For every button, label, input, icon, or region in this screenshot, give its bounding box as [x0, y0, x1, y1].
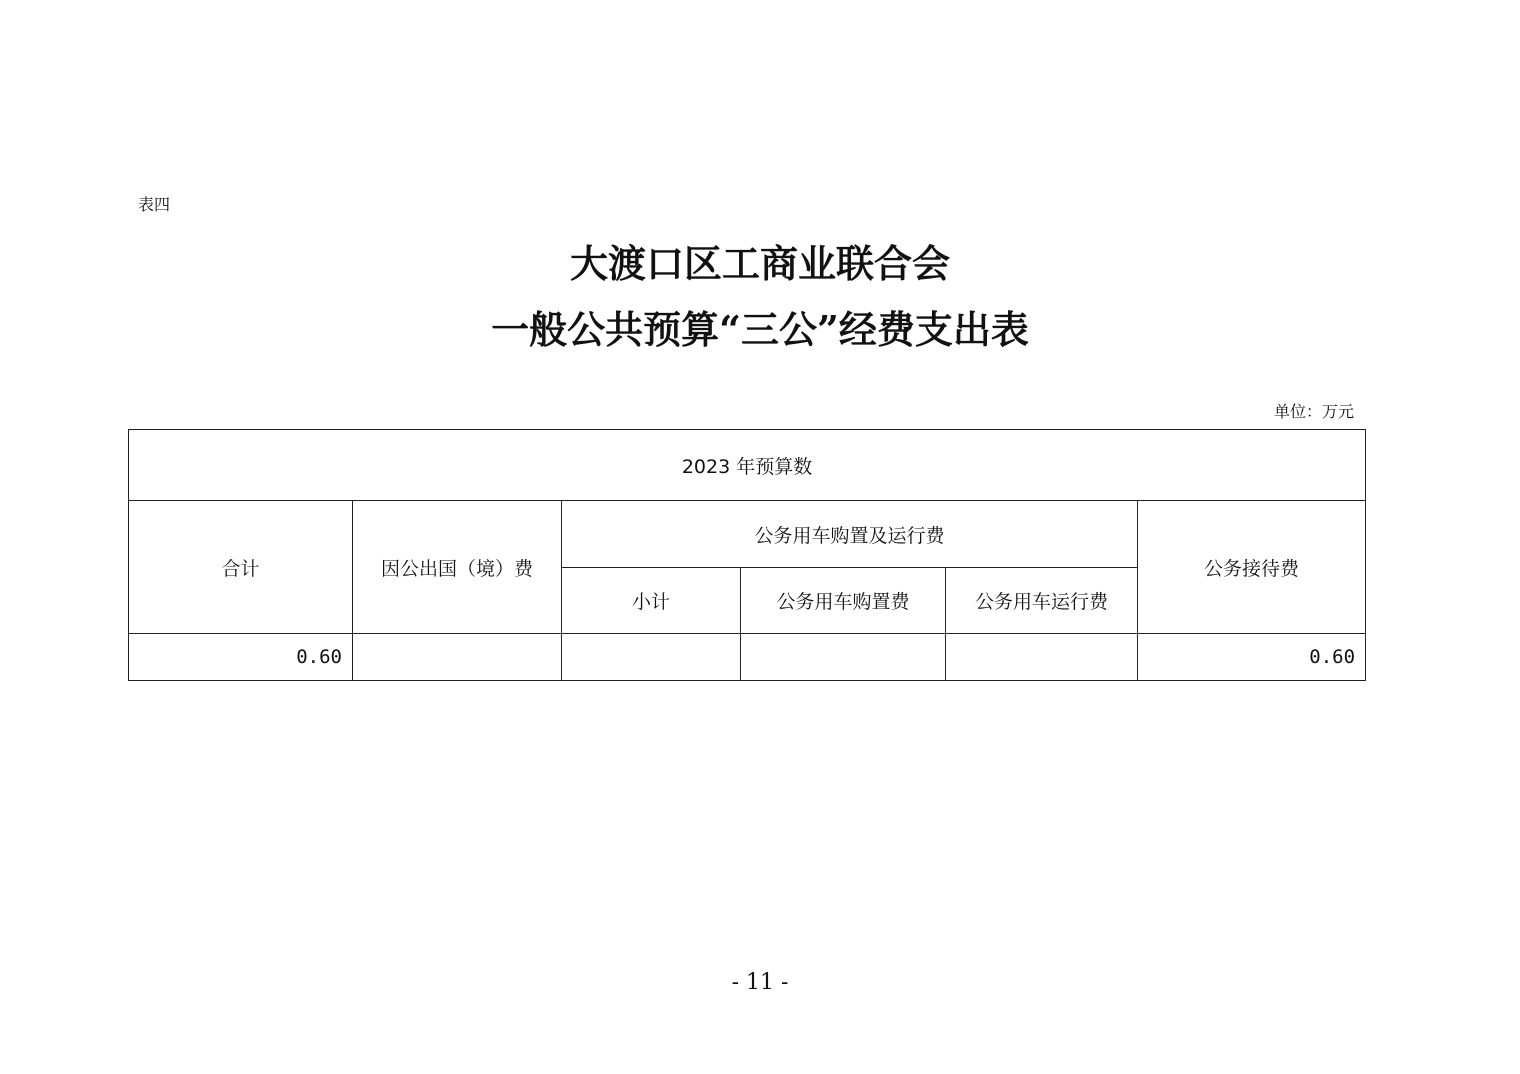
- cell-overseas: [353, 634, 562, 681]
- cell-reception: 0.60: [1138, 634, 1366, 681]
- table-label: 表四: [138, 195, 171, 214]
- document-subtitle: 一般公共预算“三公”经费支出表: [491, 307, 1029, 352]
- header-overseas: 因公出国（境）费: [353, 501, 562, 634]
- cell-subtotal: [562, 634, 741, 681]
- document-title: 大渡口区工商业联合会: [569, 241, 950, 286]
- header-vehicle-operation: 公务用车运行费: [946, 568, 1138, 634]
- cell-total: 0.60: [129, 634, 353, 681]
- header-vehicle-purchase: 公务用车购置费: [741, 568, 946, 634]
- budget-table: [128, 429, 1366, 681]
- cell-vehicle-purchase: [741, 634, 946, 681]
- cell-vehicle-operation: [946, 634, 1138, 681]
- unit-label: 单位：万元: [1273, 402, 1354, 421]
- header-budget-year: 2023 年预算数: [129, 430, 1366, 501]
- page-number: - 11 -: [731, 970, 789, 995]
- header-vehicle-group: 公务用车购置及运行费: [562, 501, 1138, 568]
- header-reception: 公务接待费: [1138, 501, 1366, 634]
- header-subtotal: 小计: [562, 568, 741, 634]
- table-row: [129, 634, 1366, 681]
- header-total: 合计: [129, 501, 353, 634]
